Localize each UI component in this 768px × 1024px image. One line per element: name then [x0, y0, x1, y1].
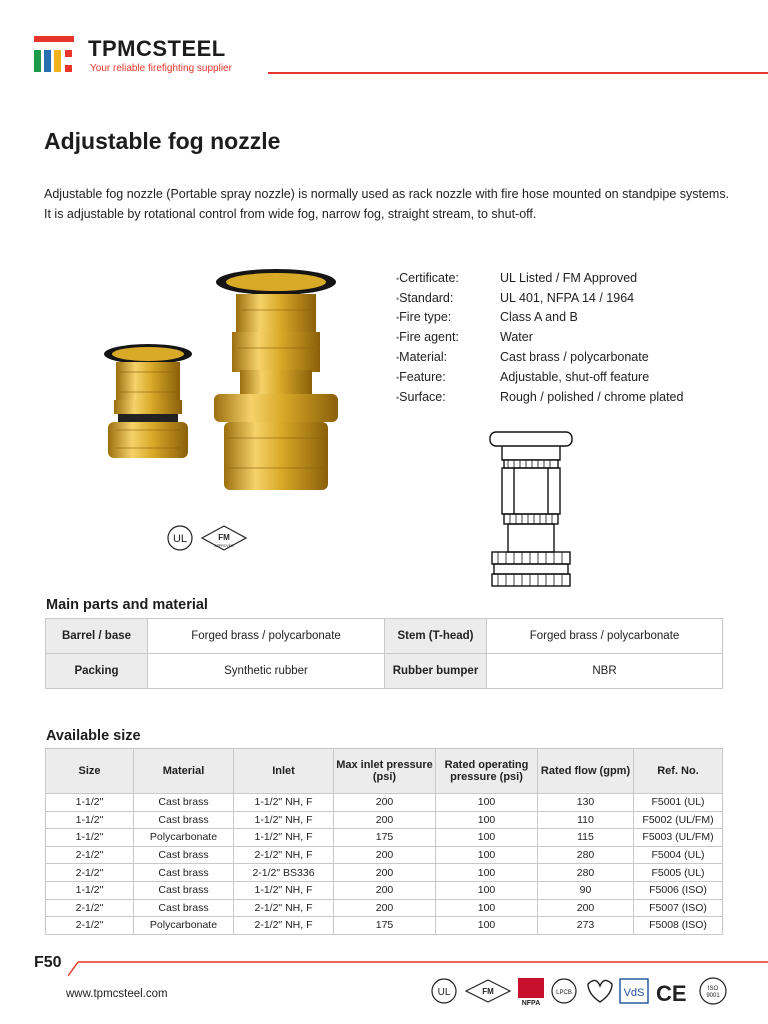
page-number: F50: [34, 954, 62, 971]
table-cell: Packing: [46, 654, 148, 689]
svg-text:VdS: VdS: [623, 987, 645, 999]
table-cell: 2-1/2": [46, 899, 134, 917]
table-cell: 200: [334, 846, 436, 864]
nozzle-technical-drawing: [486, 430, 576, 590]
sizes-heading: Available size: [46, 728, 141, 744]
spec-label: • Feature:: [396, 370, 500, 384]
table-cell: 2-1/2" NH, F: [234, 899, 334, 917]
nfpa-icon: [518, 978, 544, 1007]
table-cell: 273: [538, 917, 634, 935]
table-cell: Barrel / base: [46, 619, 148, 654]
table-row: [46, 619, 723, 654]
table-cell: NBR: [487, 654, 723, 689]
svg-text:NFPA: NFPA: [521, 1000, 541, 1007]
table-cell: 100: [436, 917, 538, 935]
table-row: [46, 654, 723, 689]
table-cell: F5005 (UL): [634, 864, 723, 882]
spec-value: Rough / polished / chrome plated: [500, 389, 684, 404]
table-cell: 100: [436, 881, 538, 899]
table-cell: Cast brass: [134, 899, 234, 917]
table-row: [46, 811, 723, 829]
table-cell: 2-1/2": [46, 864, 134, 882]
product-description: Adjustable fog nozzle (Portable spray nozzle) is normally used as rack nozzle with fire hose mounted on standpipe systems. It is adjustable by rotational control from wide fog, narrow fog, straight stream, to shut-off.: [44, 187, 730, 221]
table-cell: F5007 (ISO): [634, 899, 723, 917]
iso-9001-icon: [700, 978, 726, 1004]
website-link[interactable]: www.tpmcsteel.com: [66, 988, 168, 1000]
table-cell: 175: [334, 917, 436, 935]
table-cell: F5006 (ISO): [634, 881, 723, 899]
lpcb-icon: [552, 979, 576, 1003]
table-cell: 175: [334, 829, 436, 847]
column-header: Max inlet pressure (psi): [334, 749, 436, 794]
svg-text:UL: UL: [437, 987, 451, 998]
table-row: [46, 829, 723, 847]
table-cell: Cast brass: [134, 794, 234, 812]
table-cell: F5001 (UL): [634, 794, 723, 812]
table-cell: 2-1/2": [46, 846, 134, 864]
table-cell: 1-1/2": [46, 794, 134, 812]
spec-label: • Standard:: [396, 291, 500, 305]
table-cell: 100: [436, 899, 538, 917]
table-cell: 200: [538, 899, 634, 917]
table-cell: Stem (T-head): [385, 619, 487, 654]
table-cell: 130: [538, 794, 634, 812]
spec-value: Cast brass / polycarbonate: [500, 350, 649, 365]
table-row: [46, 917, 723, 935]
certification-marks: [430, 974, 730, 1008]
table-cell: Polycarbonate: [134, 829, 234, 847]
table-cell: 100: [436, 811, 538, 829]
spec-fire-type: [396, 308, 736, 328]
spec-standard: [396, 288, 736, 308]
column-header: Inlet: [234, 749, 334, 794]
page-title: Adjustable fog nozzle: [44, 128, 281, 154]
ul-icon: [432, 979, 456, 1003]
table-cell: 115: [538, 829, 634, 847]
specs-list: [396, 268, 736, 407]
fm-mark-icon: FM: [218, 533, 230, 542]
table-cell: F5004 (UL): [634, 846, 723, 864]
spec-value: UL Listed / FM Approved: [500, 270, 638, 285]
svg-text:LPCB: LPCB: [556, 990, 572, 996]
table-cell: 1-1/2": [46, 881, 134, 899]
column-header: Rated flow (gpm): [538, 749, 634, 794]
table-cell: 200: [334, 881, 436, 899]
table-cell: 1-1/2": [46, 811, 134, 829]
column-header: Rated operating pressure (psi): [436, 749, 538, 794]
table-cell: Cast brass: [134, 811, 234, 829]
table-cell: 200: [334, 864, 436, 882]
svg-text:9001: 9001: [706, 993, 720, 999]
spec-feature: [396, 367, 736, 387]
table-cell: 1-1/2" NH, F: [234, 811, 334, 829]
parts-heading: Main parts and material: [46, 597, 208, 613]
spec-value: Adjustable, shut-off feature: [500, 369, 650, 384]
spec-value: UL 401, NFPA 14 / 1964: [500, 290, 635, 305]
table-header-row: [46, 749, 723, 794]
table-cell: 1-1/2" NH, F: [234, 881, 334, 899]
spec-material: [396, 347, 736, 367]
spec-certificate: [396, 268, 736, 288]
table-cell: 200: [334, 811, 436, 829]
table-cell: 2-1/2": [46, 917, 134, 935]
table-cell: F5008 (ISO): [634, 917, 723, 935]
table-cell: 1-1/2": [46, 829, 134, 847]
spec-label: • Material:: [396, 350, 500, 364]
sizes-table: [45, 748, 723, 935]
table-cell: 2-1/2" NH, F: [234, 846, 334, 864]
table-row: [46, 864, 723, 882]
table-cell: 200: [334, 899, 436, 917]
spec-label: • Fire agent:: [396, 330, 500, 344]
vds-icon: [620, 979, 648, 1003]
ul-mark-icon: UL: [172, 533, 188, 545]
table-cell: 100: [436, 846, 538, 864]
table-cell: Cast brass: [134, 846, 234, 864]
fm-icon: [466, 980, 510, 1002]
ul-fm-cert-icons: [166, 522, 250, 554]
header-divider: [268, 72, 768, 74]
table-cell: Forged brass / polycarbonate: [487, 619, 723, 654]
table-cell: 280: [538, 846, 634, 864]
table-row: [46, 881, 723, 899]
spec-label: • Surface:: [396, 390, 500, 404]
spec-label: • Fire type:: [396, 310, 500, 324]
svg-text:FM: FM: [482, 987, 494, 996]
table-cell: Rubber bumper: [385, 654, 487, 689]
column-header: Ref. No.: [634, 749, 723, 794]
table-cell: F5003 (UL/FM): [634, 829, 723, 847]
table-cell: 110: [538, 811, 634, 829]
svg-text:ISO: ISO: [707, 986, 719, 992]
table-row: [46, 846, 723, 864]
spec-fire-agent: [396, 327, 736, 347]
svg-text:APPROVED: APPROVED: [214, 544, 234, 548]
table-cell: 100: [436, 794, 538, 812]
table-cell: Forged brass / polycarbonate: [148, 619, 385, 654]
table-cell: 1-1/2" NH, F: [234, 829, 334, 847]
svg-text:CE: CE: [656, 981, 687, 1006]
table-cell: 2-1/2" BS336: [234, 864, 334, 882]
table-cell: F5002 (UL/FM): [634, 811, 723, 829]
table-cell: Polycarbonate: [134, 917, 234, 935]
table-cell: Cast brass: [134, 864, 234, 882]
table-row: [46, 899, 723, 917]
brand-name: TPMCSTEEL: [88, 36, 226, 61]
nozzle-product-image: [96, 262, 346, 498]
table-cell: 100: [436, 829, 538, 847]
table-cell: 100: [436, 864, 538, 882]
logo-mark-icon: [34, 36, 74, 74]
column-header: Size: [46, 749, 134, 794]
table-cell: 90: [538, 881, 634, 899]
table-row: [46, 794, 723, 812]
spec-value: Class A and B: [500, 310, 578, 325]
column-header: Material: [134, 749, 234, 794]
table-cell: 2-1/2" NH, F: [234, 917, 334, 935]
table-cell: Synthetic rubber: [148, 654, 385, 689]
brand-tagline: Your reliable firefighting supplier: [90, 63, 232, 74]
table-cell: 200: [334, 794, 436, 812]
heart-check-icon: [588, 980, 612, 1002]
ce-icon: [656, 981, 687, 1006]
company-logo: [34, 34, 244, 78]
table-cell: Cast brass: [134, 881, 234, 899]
spec-surface: [396, 387, 736, 407]
table-cell: 1-1/2" NH, F: [234, 794, 334, 812]
parts-table: [45, 618, 723, 689]
table-cell: 280: [538, 864, 634, 882]
spec-value: Water: [500, 330, 533, 345]
spec-label: • Certificate:: [396, 271, 500, 285]
